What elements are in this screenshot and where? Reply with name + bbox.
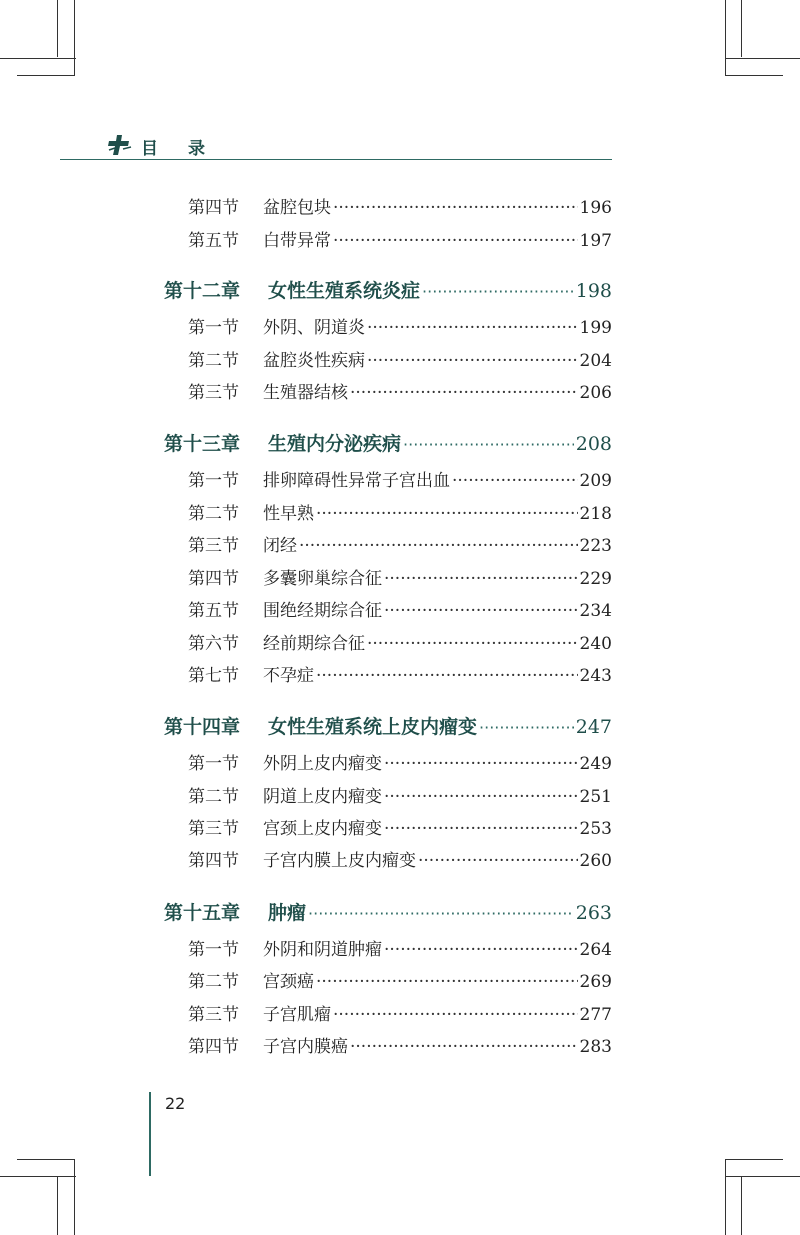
entry-number: 第二节 bbox=[188, 351, 239, 371]
toc-chapter[interactable] bbox=[164, 276, 612, 303]
dot-leader bbox=[350, 383, 578, 403]
dot-leader bbox=[333, 231, 578, 251]
entry-number: 第一节 bbox=[188, 754, 239, 774]
crop-mark bbox=[17, 75, 75, 76]
crop-mark bbox=[725, 1159, 783, 1160]
dot-leader bbox=[422, 282, 574, 301]
crop-mark bbox=[57, 0, 58, 57]
page-number-bar bbox=[149, 1092, 151, 1176]
crop-mark bbox=[17, 1159, 75, 1160]
entry-number: 第三节 bbox=[188, 536, 239, 556]
entry-page: 218 bbox=[579, 504, 612, 524]
crop-mark bbox=[0, 58, 76, 59]
entry-title: 排卵障碍性异常子宫出血 bbox=[263, 471, 450, 491]
chapter-number: 第十四章 bbox=[164, 716, 241, 738]
dot-leader bbox=[403, 435, 574, 454]
toc-entry[interactable] bbox=[188, 1000, 612, 1025]
medical-cross-logo-icon bbox=[107, 134, 133, 156]
dot-leader bbox=[384, 819, 578, 839]
entry-page: 197 bbox=[579, 231, 612, 251]
toc-entry[interactable] bbox=[188, 564, 612, 589]
entry-number: 第六节 bbox=[188, 634, 239, 654]
entry-page: 251 bbox=[579, 787, 612, 807]
dot-leader bbox=[333, 1005, 578, 1025]
dot-leader bbox=[452, 471, 578, 491]
entry-page: 199 bbox=[579, 318, 612, 338]
entry-page: 234 bbox=[579, 601, 612, 621]
chapter-title: 女性生殖系统炎症 bbox=[268, 280, 421, 302]
toc-chapter[interactable] bbox=[164, 898, 612, 925]
dot-leader bbox=[384, 601, 578, 621]
dot-leader bbox=[384, 754, 578, 774]
entry-number: 第四节 bbox=[188, 1037, 239, 1057]
running-header bbox=[60, 128, 612, 160]
dot-leader bbox=[367, 351, 578, 371]
title-char: 录 bbox=[188, 139, 205, 159]
toc-chapter[interactable] bbox=[164, 429, 612, 456]
entry-title: 白带异常 bbox=[263, 231, 331, 251]
toc-entry[interactable] bbox=[188, 814, 612, 839]
entry-title: 外阴、阴道炎 bbox=[263, 318, 365, 338]
toc-entry[interactable] bbox=[188, 1032, 612, 1057]
entry-title: 多囊卵巢综合征 bbox=[263, 569, 382, 589]
entry-number: 第五节 bbox=[188, 601, 239, 621]
chapter-page: 263 bbox=[575, 902, 612, 924]
crop-mark bbox=[57, 1176, 58, 1235]
entry-title: 盆腔包块 bbox=[263, 198, 331, 218]
toc-chapter[interactable] bbox=[164, 712, 612, 739]
entry-page: 229 bbox=[579, 569, 612, 589]
entry-title: 围绝经期综合征 bbox=[263, 601, 382, 621]
entry-title: 生殖器结核 bbox=[263, 383, 348, 403]
crop-mark bbox=[741, 0, 742, 57]
chapter-page: 208 bbox=[575, 433, 612, 455]
entry-title: 外阴和阴道肿瘤 bbox=[263, 940, 382, 960]
entry-page: 243 bbox=[579, 666, 612, 686]
dot-leader bbox=[316, 972, 578, 992]
entry-number: 第一节 bbox=[188, 318, 239, 338]
chapter-title: 生殖内分泌疾病 bbox=[268, 433, 402, 455]
dot-leader bbox=[316, 666, 578, 686]
entry-number: 第三节 bbox=[188, 383, 239, 403]
entry-title: 宫颈上皮内瘤变 bbox=[263, 819, 382, 839]
entry-page: 209 bbox=[579, 471, 612, 491]
entry-title: 盆腔炎性疾病 bbox=[263, 351, 365, 371]
toc-entry[interactable] bbox=[188, 466, 612, 491]
entry-page: 196 bbox=[579, 198, 612, 218]
dot-leader bbox=[367, 318, 578, 338]
entry-page: 269 bbox=[579, 972, 612, 992]
toc-entry[interactable] bbox=[188, 378, 612, 403]
dot-leader bbox=[384, 940, 578, 960]
entry-number: 第七节 bbox=[188, 666, 239, 686]
entry-title: 外阴上皮内瘤变 bbox=[263, 754, 382, 774]
entry-number: 第四节 bbox=[188, 569, 239, 589]
chapter-title: 女性生殖系统上皮内瘤变 bbox=[268, 716, 478, 738]
entry-page: 260 bbox=[579, 851, 612, 871]
toc-entry[interactable] bbox=[188, 531, 612, 556]
header-rule bbox=[60, 159, 612, 160]
crop-mark bbox=[74, 1159, 75, 1235]
page-number: 22 bbox=[165, 1094, 186, 1113]
dot-leader bbox=[384, 569, 578, 589]
entry-page: 277 bbox=[579, 1005, 612, 1025]
chapter-number: 第十二章 bbox=[164, 280, 241, 302]
entry-page: 223 bbox=[579, 536, 612, 556]
entry-title: 不孕症 bbox=[263, 666, 314, 686]
chapter-number: 第十三章 bbox=[164, 433, 241, 455]
crop-mark bbox=[0, 1176, 76, 1177]
chapter-number: 第十五章 bbox=[164, 902, 241, 924]
page-title bbox=[141, 134, 205, 159]
dot-leader bbox=[418, 851, 578, 871]
entry-title: 宫颈癌 bbox=[263, 972, 314, 992]
entry-title: 经前期综合征 bbox=[263, 634, 365, 654]
entry-title: 阴道上皮内瘤变 bbox=[263, 787, 382, 807]
entry-number: 第二节 bbox=[188, 972, 239, 992]
dot-leader bbox=[384, 787, 578, 807]
dot-leader bbox=[316, 504, 578, 524]
toc-entry[interactable] bbox=[188, 629, 612, 654]
toc-entry[interactable] bbox=[188, 499, 612, 524]
dot-leader bbox=[479, 718, 574, 737]
entry-title: 性早熟 bbox=[263, 504, 314, 524]
dot-leader bbox=[350, 1037, 578, 1057]
entry-number: 第四节 bbox=[188, 198, 239, 218]
entry-number: 第一节 bbox=[188, 471, 239, 491]
entry-number: 第二节 bbox=[188, 504, 239, 524]
crop-mark bbox=[74, 0, 75, 76]
entry-title: 子宫内膜上皮内瘤变 bbox=[263, 851, 416, 871]
toc-entry[interactable] bbox=[188, 226, 612, 251]
toc-entry[interactable] bbox=[188, 749, 612, 774]
entry-title: 子宫内膜癌 bbox=[263, 1037, 348, 1057]
entry-page: 204 bbox=[579, 351, 612, 371]
crop-mark bbox=[725, 0, 726, 76]
dot-leader bbox=[308, 904, 574, 923]
entry-number: 第二节 bbox=[188, 787, 239, 807]
toc-entry[interactable] bbox=[188, 346, 612, 371]
toc-entry[interactable] bbox=[188, 846, 612, 871]
dot-leader bbox=[299, 536, 578, 556]
toc-entry[interactable] bbox=[188, 967, 612, 992]
entry-number: 第四节 bbox=[188, 851, 239, 871]
chapter-page: 198 bbox=[575, 280, 612, 302]
entry-page: 264 bbox=[579, 940, 612, 960]
crop-mark bbox=[725, 58, 800, 59]
toc-entry[interactable] bbox=[188, 782, 612, 807]
entry-page: 283 bbox=[579, 1037, 612, 1057]
entry-number: 第五节 bbox=[188, 231, 239, 251]
toc-entry[interactable] bbox=[188, 193, 612, 218]
dot-leader bbox=[333, 198, 578, 218]
chapter-page: 247 bbox=[575, 716, 612, 738]
entry-page: 240 bbox=[579, 634, 612, 654]
entry-number: 第三节 bbox=[188, 819, 239, 839]
toc-entry[interactable] bbox=[188, 596, 612, 621]
toc-entry[interactable] bbox=[188, 935, 612, 960]
crop-mark bbox=[725, 75, 783, 76]
entry-number: 第三节 bbox=[188, 1005, 239, 1025]
toc-entry[interactable] bbox=[188, 313, 612, 338]
crop-mark bbox=[725, 1159, 726, 1235]
crop-mark bbox=[725, 1176, 800, 1177]
title-char: 目 bbox=[141, 139, 158, 159]
entry-title: 闭经 bbox=[263, 536, 297, 556]
entry-page: 206 bbox=[579, 383, 612, 403]
entry-title: 子宫肌瘤 bbox=[263, 1005, 331, 1025]
entry-page: 249 bbox=[579, 754, 612, 774]
entry-page: 253 bbox=[579, 819, 612, 839]
toc-entry[interactable] bbox=[188, 661, 612, 686]
chapter-title: 肿瘤 bbox=[268, 902, 307, 924]
entry-number: 第一节 bbox=[188, 940, 239, 960]
crop-mark bbox=[741, 1176, 742, 1235]
dot-leader bbox=[367, 634, 578, 654]
